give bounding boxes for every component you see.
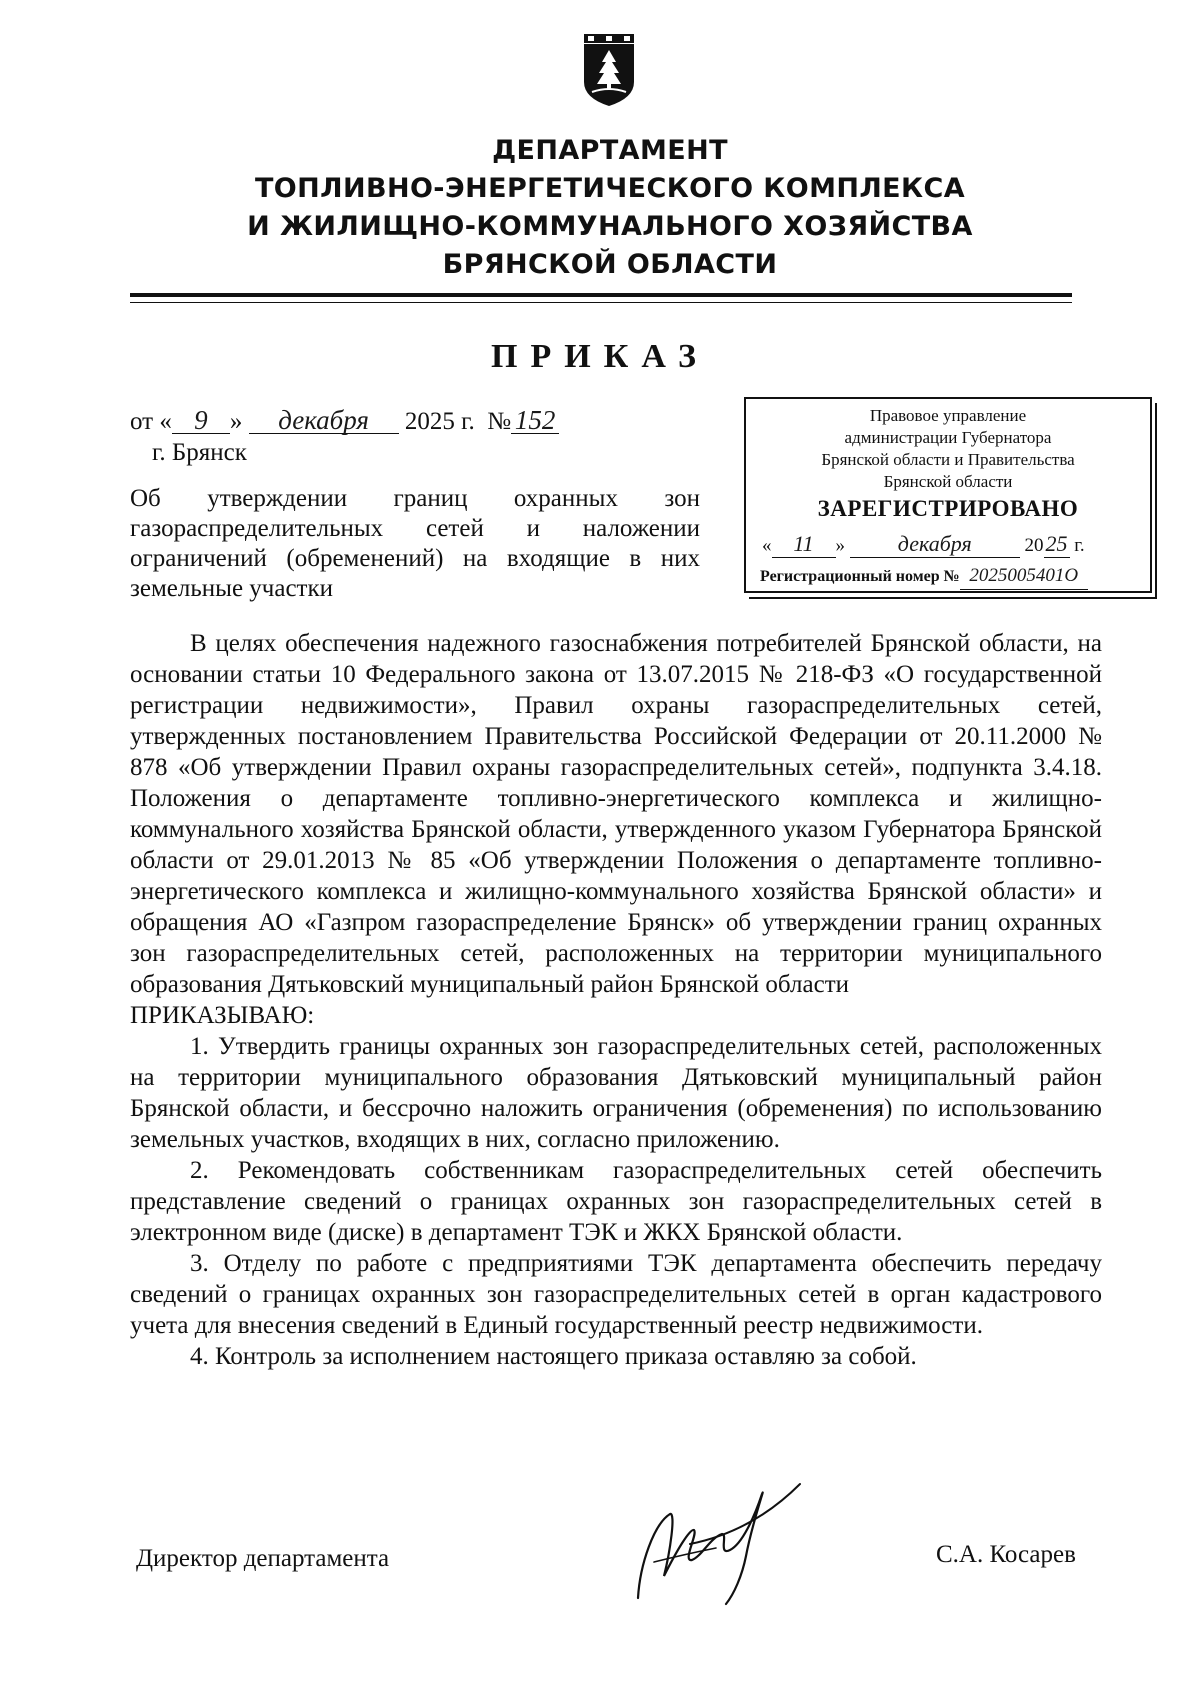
number-prefix: №: [487, 408, 512, 435]
stamp-org-line: Правовое управление: [869, 406, 1027, 425]
from-prefix: от «: [130, 408, 172, 435]
stamp-org-line: Брянской области и Правительства: [821, 450, 1075, 469]
order-subject: Об утверждении границ охранных зон газораспределительных сетей и наложении ограничений (обременений) на входящие в них земельные участки: [130, 485, 700, 602]
stamp-org-line: администрации Губернатора: [844, 428, 1052, 447]
signatory-name: С.А. Косарев: [936, 1541, 1076, 1568]
order-item: 1. Утвердить границы охранных зон газораспределительных сетей, расположенных на территории муниципального образования Дятьковский муниципальный район Брянской области, и бессрочно наложить ограничения (обременения) по использованию земельных участков, входящих в них, согласно приложению.: [130, 1033, 1102, 1153]
department-header: [200, 132, 1020, 284]
order-date-line: [130, 407, 559, 437]
header-divider-thick: [130, 293, 1072, 297]
handwritten-signature: [630, 1464, 810, 1614]
stamp-status: ЗАРЕГИСТРИРОВАНО: [817, 496, 1079, 521]
stamp-year-unit: г.: [1074, 535, 1085, 556]
order-city: г. Брянск: [152, 439, 247, 466]
stamp-year-suffix: 25: [1045, 531, 1068, 556]
order-item: 2. Рекомендовать собственникам газораспределительных сетей обеспечить представление сведений о границах охранных зон газораспределительных сетей в электронном виде (диске) в департамент ТЭК и ЖКХ Брянской области.: [130, 1157, 1102, 1246]
order-item: 3. Отделу по работе с предприятиями ТЭК департамента обеспечить передачу сведений о границах охранных зон газораспределительных сетей в орган кадастрового учета для внесения сведений в Единый государственный реестр недвижимости.: [130, 1250, 1102, 1339]
stamp-reg-number: 2025005401О: [960, 563, 1088, 590]
order-number: 152: [511, 407, 559, 434]
stamp-reg-line: [760, 563, 1088, 590]
stamp-date-line: « 11 » декабря 2025 г.: [762, 531, 1085, 556]
stamp-org-line: Брянской области: [883, 472, 1013, 491]
preamble-paragraph: В целях обеспечения надежного газоснабжения потребителей Брянской области, на основании статьи 10 Федерального закона от 13.07.2015 № 218-ФЗ «О государственной регистрации недвижимости», Правил охраны газораспределительных сетей, утвержденных постановлением Правительства Российской Федерации от 20.11.2000 № 878 «Об утверждении Правил охраны газораспределительных сетей», подпункта 3.4.18. Положения о департаменте топливно-энергетического комплекса и жилищно-коммунального хозяйства Брянской области, утвержденного указом Губернатора Брянской области от 29.01.2013 № 85 «Об утверждении Положения о департаменте топливно-энергетического комплекса и жилищно-коммунального хозяйства Брянской области» и обращения АО «Газпром газораспределение Брянск» об утверждении границ охранных зон газораспределительных сетей, расположенных на территории муниципального образования Дятьковский муниципальный район Брянской области: [130, 630, 1102, 998]
header-line: БРЯНСКОЙ ОБЛАСТИ: [442, 249, 778, 280]
header-line: ТОПЛИВНО-ЭНЕРГЕТИЧЕСКОГО КОМПЛЕКСА: [254, 173, 966, 204]
header-divider-thin: [130, 302, 1072, 303]
document-title: ПРИКАЗ: [491, 338, 709, 375]
coat-of-arms-icon: [580, 32, 638, 108]
order-month: декабря: [249, 407, 399, 434]
order-item: 4. Контроль за исполнением настоящего приказа оставляю за собой.: [190, 1343, 917, 1370]
stamp-month: декабря: [850, 531, 1020, 558]
order-day: 9: [172, 407, 230, 434]
stamp-year-prefix: 20: [1024, 535, 1044, 556]
stamp-reg-label: Регистрационный номер №: [760, 568, 960, 585]
header-line: И ЖИЛИЩНО-КОММУНАЛЬНОГО ХОЗЯЙСТВА: [247, 211, 973, 242]
registration-stamp: [744, 397, 1152, 593]
header-line: ДЕПАРТАМЕНТ: [492, 135, 728, 166]
signatory-role: Директор департамента: [136, 1545, 390, 1572]
order-year: 2025 г.: [404, 408, 475, 435]
quote-close: »: [229, 408, 243, 435]
stamp-organization: [746, 405, 1150, 493]
order-word: ПРИКАЗЫВАЮ:: [130, 1002, 315, 1029]
stamp-day: 11: [772, 531, 836, 558]
order-body: [130, 628, 1102, 1372]
